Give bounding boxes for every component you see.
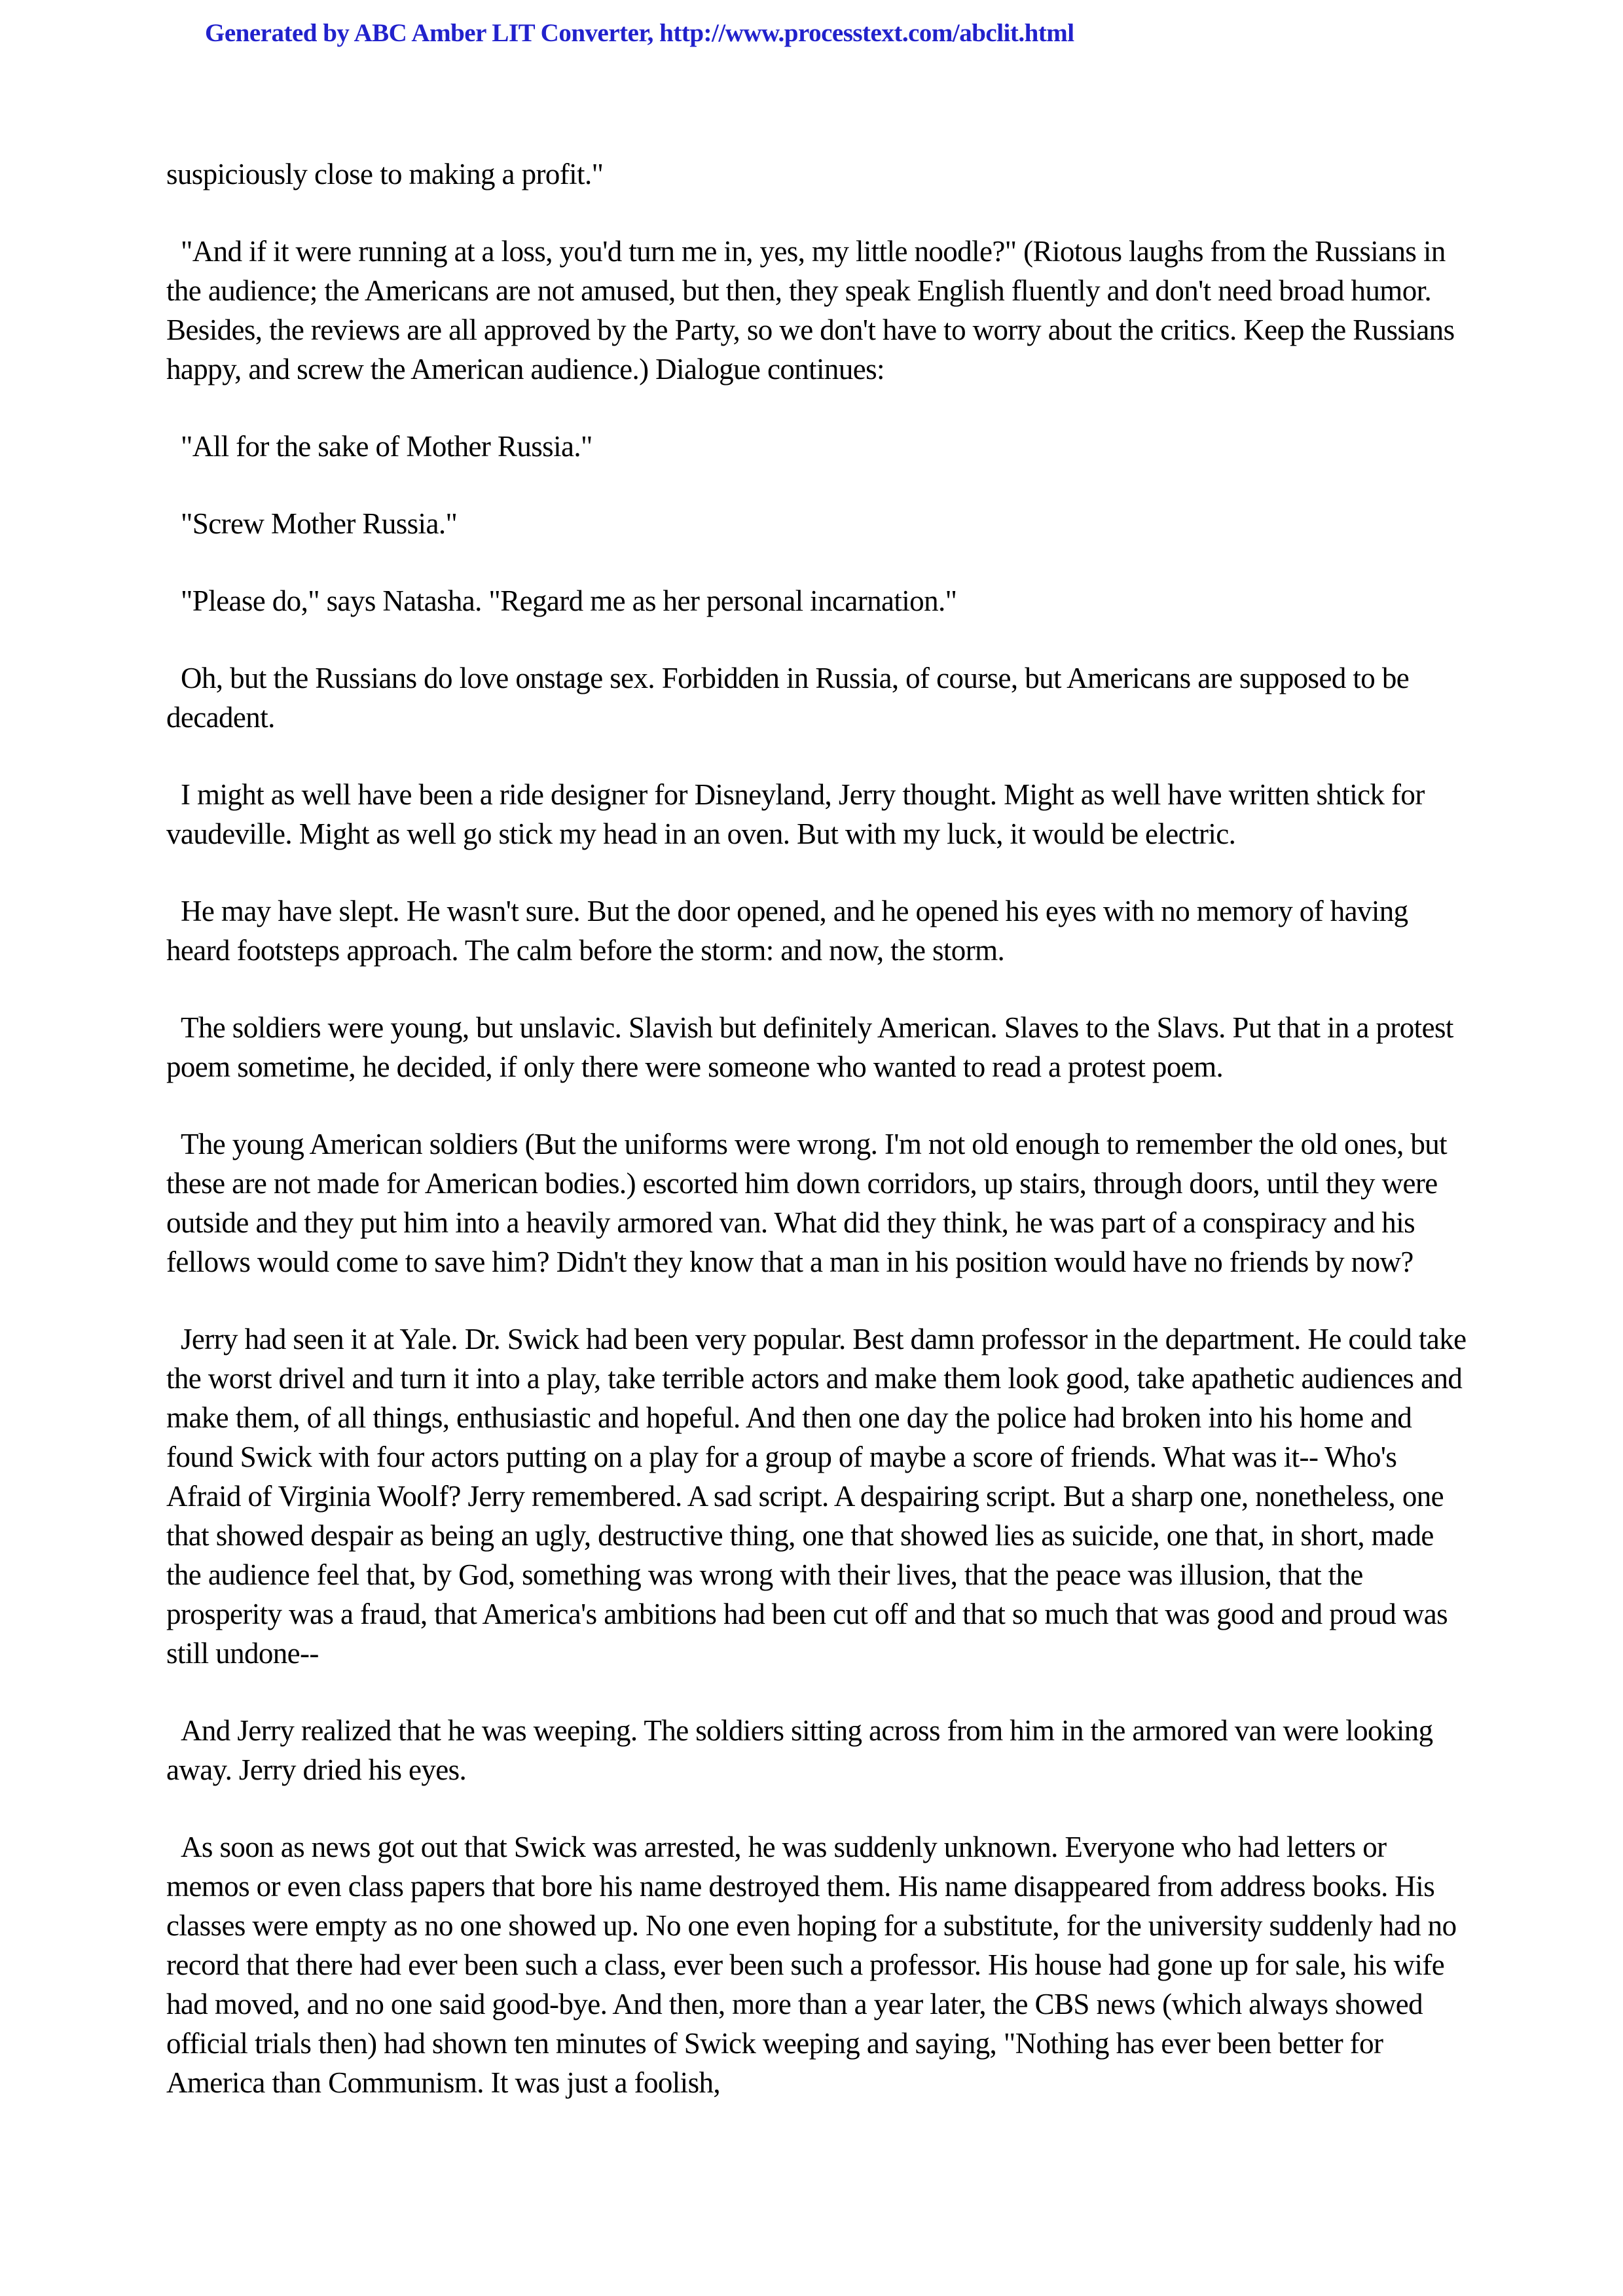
paragraph: suspiciously close to making a profit." [166, 158, 604, 190]
document-body [166, 154, 1472, 2102]
paragraph: The young American soldiers (But the uniforms were wrong. I'm not old enough to remember the old ones, but these are not made for American bodies.) escorted him down corridors, up stairs, through doors, until they were outside and they put him into a heavily armored van. What did they think, he was part of a conspiracy and his fellows would come to save him? Didn't they know that a man in his position would have no friends by now? [166, 1128, 1448, 1278]
paragraph: I might as well have been a ride designer for Disneyland, Jerry thought. Might as well have written shtick for vaudeville. Might as well go stick my head in an oven. But with my luck, it would be electric. [166, 778, 1425, 850]
converter-header-link[interactable]: Generated by ABC Amber LIT Converter, http://www.processtext.com/abclit.html [205, 19, 1074, 47]
paragraph: "Please do," says Natasha. "Regard me as her personal incarnation." [181, 584, 957, 617]
paragraph: Oh, but the Russians do love onstage sex. Forbidden in Russia, of course, but Americans are supposed to be decadent. [166, 662, 1410, 734]
paragraph: "And if it were running at a loss, you'd turn me in, yes, my little noodle?" (Riotous laughs from the Russians in the audience; the Americans are not amused, but then, they speak English fluently and don't need broad humor. Besides, the reviews are all approved by the Party, so we don't have to worry about the critics. Keep the Russians happy, and screw the American audience.) Dialogue continues: [166, 235, 1455, 386]
paragraph: The soldiers were young, but unslavic. Slavish but definitely American. Slaves to the Slavs. Put that in a protest poem sometime, he decided, if only there were someone who wanted to read a protest poem. [166, 1011, 1453, 1083]
paragraph: And Jerry realized that he was weeping. The soldiers sitting across from him in the armored van were looking away. Jerry dried his eyes. [166, 1714, 1433, 1786]
paragraph: "All for the sake of Mother Russia." [181, 430, 593, 463]
paragraph: "Screw Mother Russia." [181, 507, 458, 540]
paragraph: As soon as news got out that Swick was arrested, he was suddenly unknown. Everyone who had letters or memos or even class papers that bore his name destroyed them. His name disappeared from address books. His classes were empty as no one showed up. No one even hoping for a substitute, for the university suddenly had no record that there had ever been such a class, ever been such a professor. His house had gone up for sale, his wife had moved, and no one said good-bye. And then, more than a year later, the CBS news (which always showed official trials then) had shown ten minutes of Swick weeping and saying, "Nothing has ever been better for America than Communism. It was just a foolish, [166, 1831, 1457, 2099]
paragraph: Jerry had seen it at Yale. Dr. Swick had been very popular. Best damn professor in the department. He could take the worst drivel and turn it into a play, take terrible actors and make them look good, take apathetic audiences and make them, of all things, enthusiastic and hopeful. And then one day the police had broken into his home and found Swick with four actors putting on a play for a group of maybe a score of friends. What was it-- Who's Afraid of Virginia Woolf? Jerry remembered. A sad script. A despairing script. But a sharp one, nonetheless, one that showed despair as being an ugly, destructive thing, one that showed lies as suicide, one that, in short, made the audience feel that, by God, something was wrong with their lives, that the peace was illusion, that the prosperity was a fraud, that America's ambitions had been cut off and that so much that was good and proud was still undone-- [166, 1323, 1467, 1670]
paragraph: He may have slept. He wasn't sure. But the door opened, and he opened his eyes with no memory of having heard footsteps approach. The calm before the storm: and now, the storm. [166, 895, 1408, 967]
